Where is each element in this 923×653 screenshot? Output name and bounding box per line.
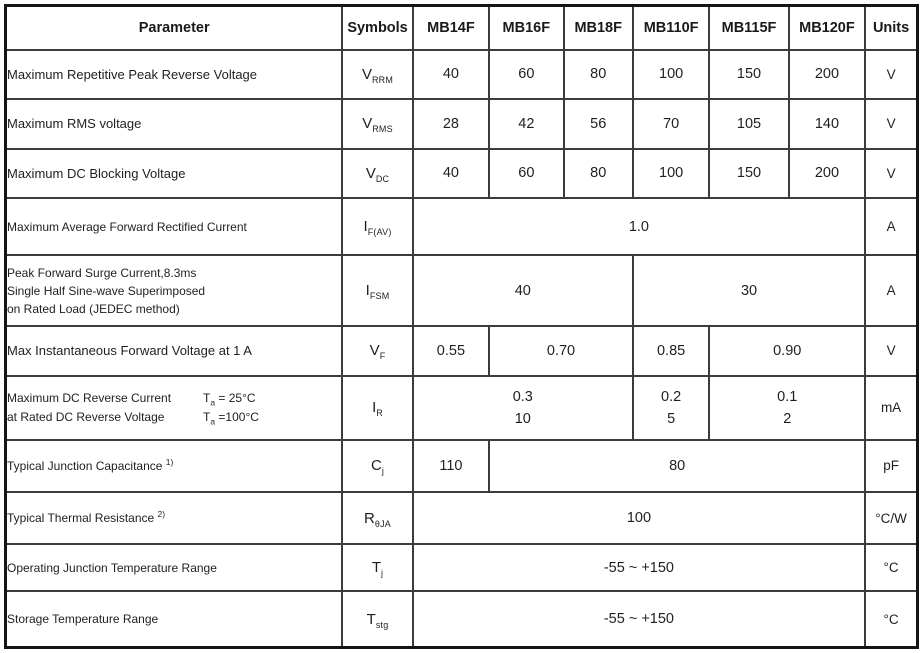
parameter-cell: Max Instantaneous Forward Voltage at 1 A [6,326,343,375]
value-cell: 0.1 2 [709,376,865,440]
table-row-vrms [6,99,918,149]
value-cell: 56 [564,99,633,149]
value-cell: 105 [709,99,788,149]
table-row-ir [6,376,918,440]
table-row-ifav [6,198,918,255]
column-header-mb115f: MB115F [709,6,788,50]
value-cell: 1.0 [413,198,865,255]
table-row-tj [6,544,918,591]
column-header-mb16f: MB16F [489,6,563,50]
value-cell: 0.2 5 [633,376,709,440]
column-header-parameter: Parameter [6,6,343,50]
value-cell: 200 [789,50,865,99]
symbol-cell: $R_{\theta JA}$ [342,492,412,544]
table-row-rthja [6,492,918,544]
unit-cell: °C [865,591,917,647]
value-cell: 200 [789,149,865,198]
column-header-mb120f: MB120F [789,6,865,50]
value-cell: 70 [633,99,709,149]
value-cell: 0.85 [633,326,709,375]
value-cell: 110 [413,440,489,492]
parameter-cell: Storage Temperature Range [6,591,343,647]
value-cell: 40 [413,255,633,326]
value-cell: 150 [709,50,788,99]
unit-cell: mA [865,376,917,440]
parameter-cell: Maximum Average Forward Rectified Current [6,198,343,255]
symbol-cell: $I_{FSM}$ [342,255,412,326]
symbol-cell: $V_{DC}$ [342,149,412,198]
column-header-units: Units [865,6,917,50]
parameter-cell: Maximum DC Reverse Current $T_a = 25^\circ C$ at Rated DC Reverse Voltage $T_a =100^\circ C$ [6,376,343,440]
value-cell: 30 [633,255,865,326]
value-cell: 60 [489,50,563,99]
parameter-cell: Typical Thermal Resistance $^{2)}$ [6,492,343,544]
table-row-vf [6,326,918,375]
unit-cell: V [865,50,917,99]
symbol-cell: $I_{F(AV)}$ [342,198,412,255]
parameter-cell: Peak Forward Surge Current,8.3ms Single Half Sine-wave Superimposed on Rated Load (JEDEC method) [6,255,343,326]
value-cell: 28 [413,99,489,149]
parameter-cell: Maximum DC Blocking Voltage [6,149,343,198]
unit-cell: pF [865,440,917,492]
unit-cell: V [865,149,917,198]
parameter-cell: Maximum RMS voltage [6,99,343,149]
column-header-mb110f: MB110F [633,6,709,50]
symbol-cell: $V_{RRM}$ [342,50,412,99]
value-cell: 0.55 [413,326,489,375]
value-cell: 0.90 [709,326,865,375]
value-cell: 80 [489,440,865,492]
unit-cell: °C/W [865,492,917,544]
value-cell: -55 ~ +150 [413,544,865,591]
value-cell: 100 [413,492,865,544]
value-cell: 0.70 [489,326,633,375]
value-cell: 40 [413,149,489,198]
value-cell: 100 [633,50,709,99]
value-cell: 100 [633,149,709,198]
symbol-cell: $T_j$ [342,544,412,591]
symbol-cell: $T_{stg}$ [342,591,412,647]
ratings-table [4,4,919,649]
header-row [6,6,918,50]
unit-cell: V [865,99,917,149]
column-header-symbols: Symbols [342,6,412,50]
unit-cell: A [865,255,917,326]
value-cell: 80 [564,50,633,99]
value-cell: 0.3 10 [413,376,633,440]
column-header-mb14f: MB14F [413,6,489,50]
value-cell: 80 [564,149,633,198]
value-cell: 140 [789,99,865,149]
table-row-cj [6,440,918,492]
table-row-vdc [6,149,918,198]
parameter-cell: Operating Junction Temperature Range [6,544,343,591]
table-row-vrrm [6,50,918,99]
unit-cell: V [865,326,917,375]
unit-cell: °C [865,544,917,591]
value-cell: 42 [489,99,563,149]
symbol-cell: $C_j$ [342,440,412,492]
symbol-cell: $V_F$ [342,326,412,375]
column-header-mb18f: MB18F [564,6,633,50]
symbol-cell: $I_R$ [342,376,412,440]
value-cell: 150 [709,149,788,198]
parameter-cell: Typical Junction Capacitance $^{1)}$ [6,440,343,492]
value-cell: 60 [489,149,563,198]
parameter-cell: Maximum Repetitive Peak Reverse Voltage [6,50,343,99]
unit-cell: A [865,198,917,255]
value-cell: -55 ~ +150 [413,591,865,647]
table-row-ifsm [6,255,918,326]
value-cell: 40 [413,50,489,99]
symbol-cell: $V_{RMS}$ [342,99,412,149]
table-row-tstg [6,591,918,647]
